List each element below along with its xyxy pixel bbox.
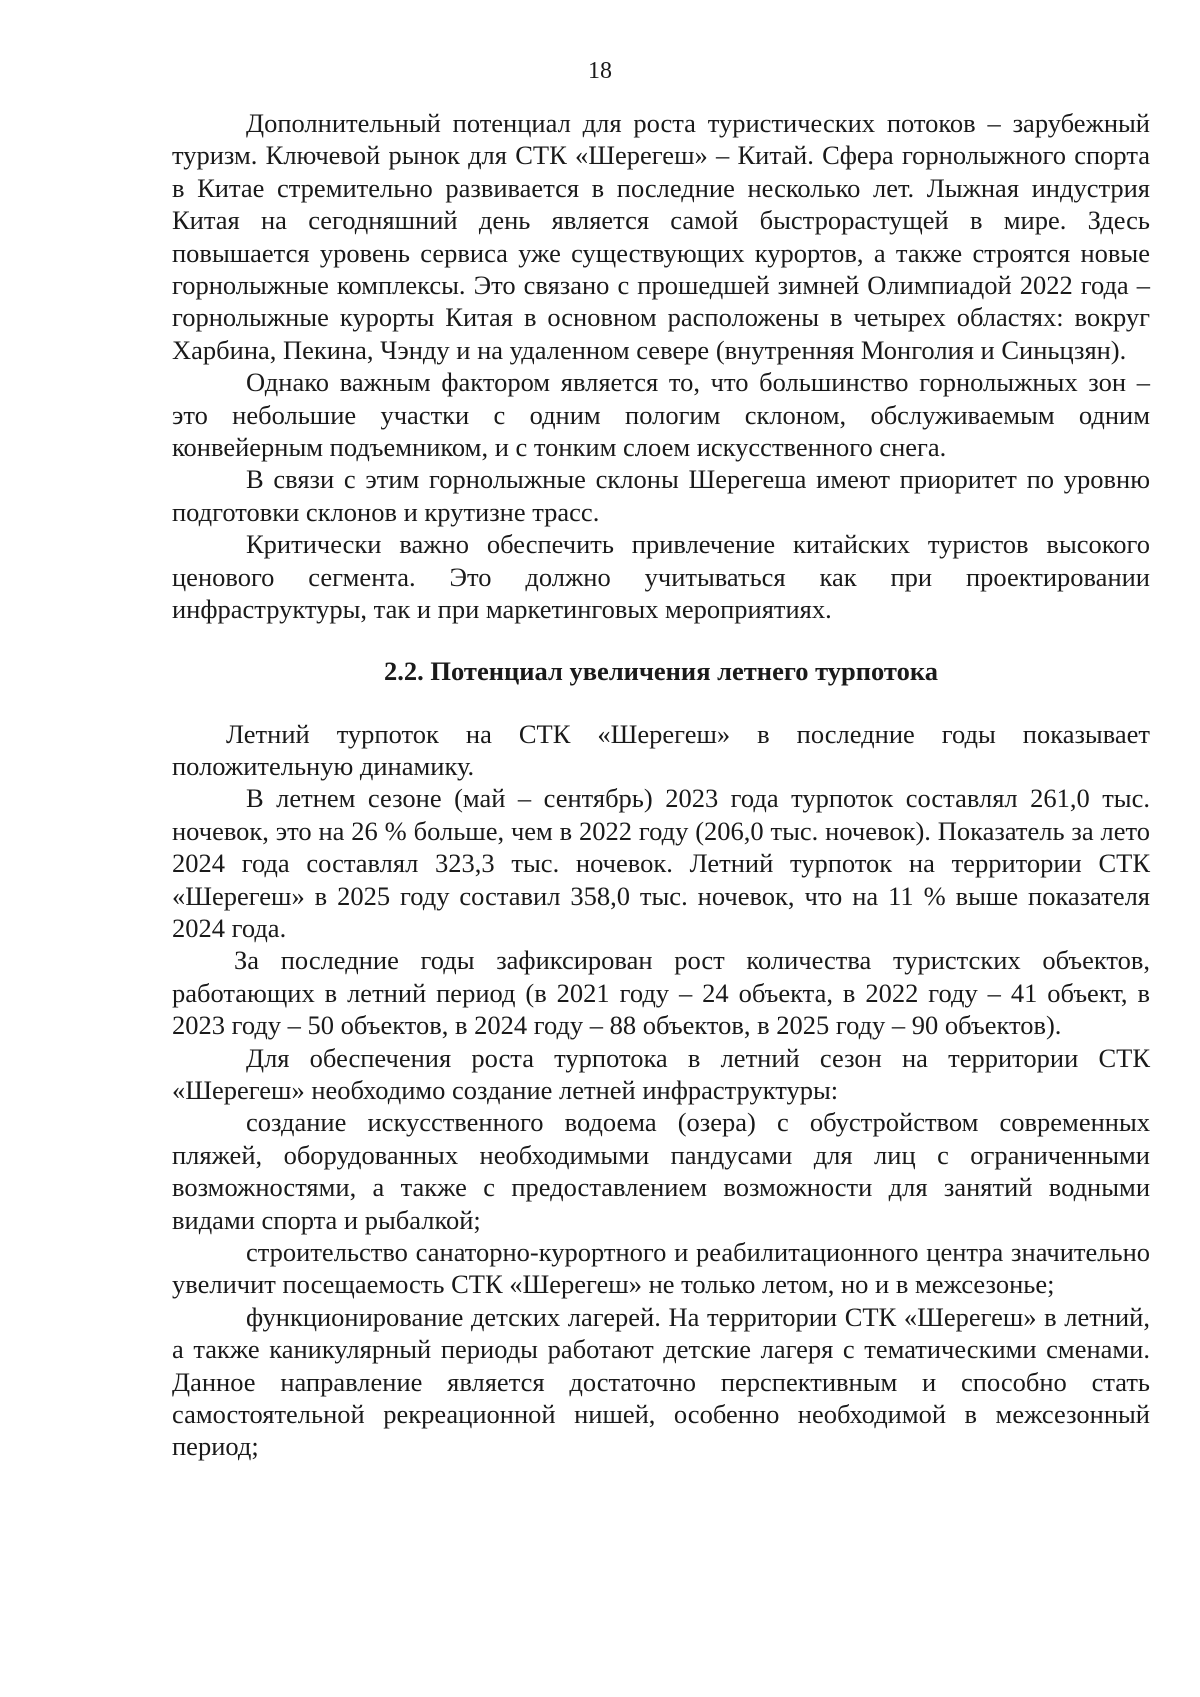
- paragraph-summer-dynamics: Летний турпоток на СТК «Шерегеш» в последние годы показывает положительную динамику.: [172, 718, 1150, 781]
- paragraph-tourist-objects: За последние годы зафиксирован рост количества туристских объектов, работающих в летний период (в 2021 году – 24 объекта, в 2022 году – 41 объект, в 2023 году – 50 объектов, в 2024 году – 88 объектов, в 2025 году – 90 объектов).: [172, 945, 1150, 1041]
- paragraph-ski-zones: Однако важным фактором является то, что большинство горнолыжных зон – это небольшие участки с одним пологим склоном, обслуживаемым одним конвейерным подъемником, и с тонким слоем искусственного снега.: [172, 367, 1150, 463]
- paragraph-chinese-tourists: Критически важно обеспечить привлечение китайских туристов высокого ценового сегмента. Это должно учитываться как при проектировании инфраструктуры, так и при маркетинговых мероприятиях.: [172, 529, 1150, 625]
- paragraph-summer-figures: В летнем сезоне (май – сентябрь) 2023 года турпоток составлял 261,0 тыс. ночевок, это на 26 % больше, чем в 2022 году (206,0 тыс. ночевок). Показатель за лето 2024 года составлял 323,3 тыс. ночевок. Летний турпоток на территории СТК «Шерегеш» в 2025 году составил 358,0 тыс. ночевок, что на 11 % выше показателя 2024 года.: [172, 783, 1150, 943]
- list-item-reservoir: создание искусственного водоема (озера) с обустройством современных пляжей, оборудованных необходимыми пандусами для лиц с ограниченными возможностями, а также с предоставлением возможности для занятий водными видами спорта и рыбалкой;: [172, 1107, 1150, 1235]
- paragraph-sheregesh-priority: В связи с этим горнолыжные склоны Шерегеша имеют приоритет по уровню подготовки склонов и крутизне трасс.: [172, 464, 1150, 527]
- paragraph-infrastructure-intro: Для обеспечения роста турпотока в летний сезон на территории СТК «Шерегеш» необходимо создание летней инфраструктуры:: [172, 1042, 1150, 1105]
- list-item-sanatorium: строительство санаторно-курортного и реабилитационного центра значительно увеличит посещаемость СТК «Шерегеш» не только летом, но и в межсезонье;: [172, 1237, 1150, 1300]
- document-body: [172, 107, 1150, 1463]
- list-item-children-camps: функционирование детских лагерей. На территории СТК «Шерегеш» в летний, а также каникулярный периоды работают детские лагеря с тематическими сменами. Данное направление является достаточно перспективным и способно стать самостоятельной рекреационной нишей, особенно необходимой в межсезонный период;: [172, 1301, 1150, 1462]
- paragraph-foreign-tourism: Дополнительный потенциал для роста туристических потоков – зарубежный туризм. Ключевой рынок для СТК «Шерегеш» – Китай. Сфера горнолыжного спорта в Китае стремительно развивается в последние несколько лет. Лыжная индустрия Китая на сегодняшний день является самой быстрорастущей в мире. Здесь повышается уровень сервиса уже существующих курортов, а также строятся новые горнолыжные комплексы. Это связано с прошедшей зимней Олимпиадой 2022 года – горнолыжные курорты Китая в основном расположены в четырех областях: вокруг Харбина, Пекина, Чэнду и на удаленном севере (внутренняя Монголия и Синьцзян).: [172, 108, 1150, 365]
- page-number: 18: [588, 58, 612, 84]
- section-heading: 2.2. Потенциал увеличения летнего турпотока: [384, 655, 938, 686]
